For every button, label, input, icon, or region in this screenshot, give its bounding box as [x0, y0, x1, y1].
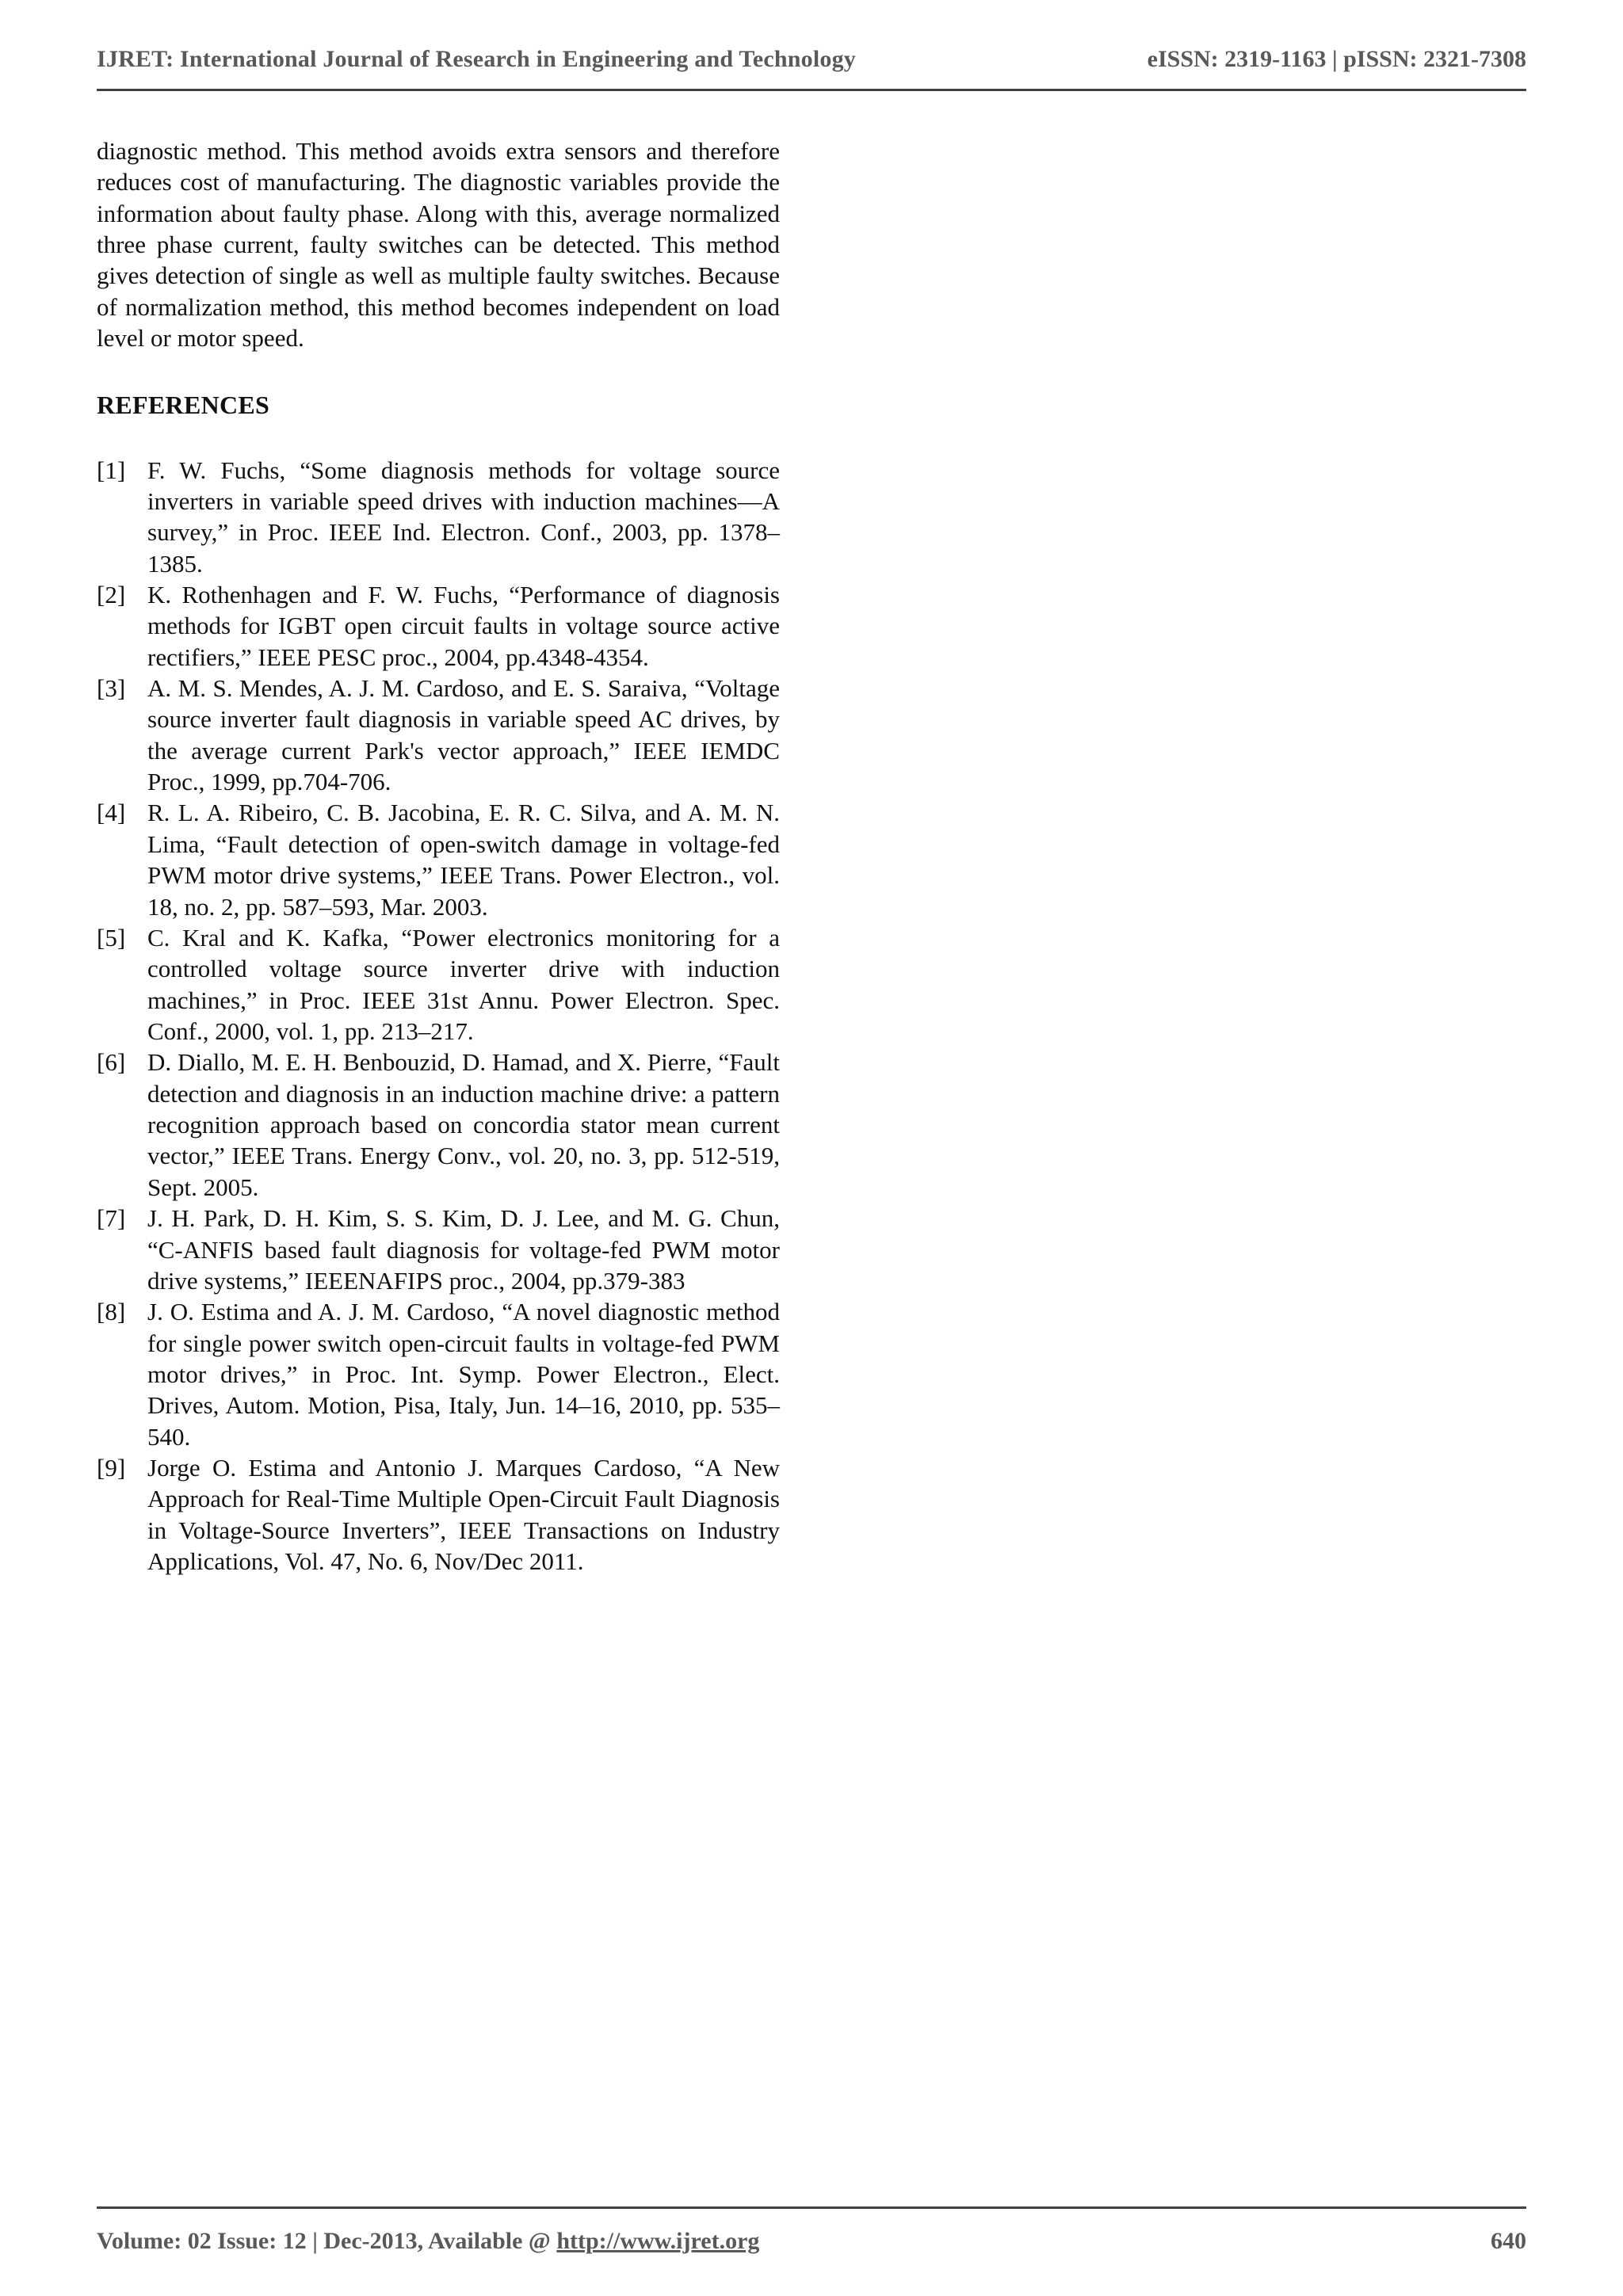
reference-item [97, 922, 780, 1047]
reference-number: [2] [97, 580, 126, 608]
reference-item [97, 579, 780, 673]
footer-volume-text: Volume: 02 Issue: 12 | Dec-2013, Available @ [97, 2228, 557, 2254]
reference-text: A. M. S. Mendes, A. J. M. Cardoso, and E. S. Saraiva, “Voltage source inverter fault diagnosis in variable speed AC drives, by the average current Park's vector approach,” IEEE IEMDC Proc., 1999, pp.704-706. [147, 674, 780, 796]
page-footer [97, 2206, 1526, 2255]
reference-number: [1] [97, 456, 126, 484]
reference-text: R. L. A. Ribeiro, C. B. Jacobina, E. R. C. Silva, and A. M. N. Lima, “Fault detection of open-switch damage in voltage-fed PWM motor drive systems,” IEEE Trans. Power Electron., vol. 18, no. 2, pp. 587–593, Mar. 2003. [147, 799, 780, 921]
reference-number: [7] [97, 1204, 126, 1233]
reference-item [97, 1047, 780, 1203]
reference-item [97, 1203, 780, 1296]
reference-text: F. W. Fuchs, “Some diagnosis methods for voltage source inverters in variable speed drives with induction machines—A survey,” in Proc. IEEE Ind. Electron. Conf., 2003, pp. 1378–1385. [147, 456, 780, 578]
reference-number: [6] [97, 1048, 126, 1077]
issn-numbers: eISSN: 2319-1163 | pISSN: 2321-7308 [1147, 46, 1526, 72]
references-heading: REFERENCES [97, 390, 270, 419]
left-column [97, 135, 780, 1577]
reference-item [97, 1452, 780, 1577]
reference-number: [9] [97, 1454, 126, 1482]
intro-paragraph: diagnostic method. This method avoids extra sensors and therefore reduces cost of manufacturing. The diagnostic variables provide the information about faulty phase. Along with this, average normalized three phase current, faulty switches can be detected. This method gives detection of single as well as multiple faulty switches. Because of normalization method, this method becomes independent on load level or motor speed. [97, 137, 780, 353]
reference-text: Jorge O. Estima and Antonio J. Marques Cardoso, “A New Approach for Real-Time Multiple Open-Circuit Fault Diagnosis in Voltage-Source Inverters”, IEEE Transactions on Industry Applications, Vol. 47, No. 6, Nov/Dec 2011. [147, 1454, 780, 1576]
journal-title: IJRET: International Journal of Research in Engineering and Technology [97, 46, 857, 72]
reference-text: K. Rothenhagen and F. W. Fuchs, “Performance of diagnosis methods for IGBT open circuit faults in voltage source active rectifiers,” IEEE PESC proc., 2004, pp.4348-4354. [147, 580, 780, 671]
reference-text: D. Diallo, M. E. H. Benbouzid, D. Hamad, and X. Pierre, “Fault detection and diagnosis in an induction machine drive: a pattern recognition approach based on concordia stator mean current vector,” IEEE Trans. Energy Conv., vol. 20, no. 3, pp. 512-519, Sept. 2005. [147, 1048, 780, 1201]
reference-text: C. Kral and K. Kafka, “Power electronics monitoring for a controlled voltage source inverter drive with induction machines,” in Proc. IEEE 31st Annu. Power Electron. Spec. Conf., 2000, vol. 1, pp. 213–217. [147, 923, 780, 1045]
reference-text: J. O. Estima and A. J. M. Cardoso, “A novel diagnostic method for single power switch open-circuit faults in voltage-fed PWM motor drives,” in Proc. Int. Symp. Power Electron., Elect. Drives, Autom. Motion, Pisa, Italy, Jun. 14–16, 2010, pp. 535–540. [147, 1298, 780, 1451]
reference-number: [5] [97, 923, 126, 952]
references-list [97, 455, 780, 1577]
reference-text: J. H. Park, D. H. Kim, S. S. Kim, D. J. Lee, and M. G. Chun, “C-ANFIS based fault diagnosis for voltage-fed PWM motor drive systems,” IEEENAFIPS proc., 2004, pp.379-383 [147, 1204, 780, 1295]
reference-item [97, 673, 780, 797]
reference-number: [8] [97, 1298, 126, 1326]
page-header [97, 46, 1526, 91]
reference-item [97, 1296, 780, 1452]
footer-journal-link[interactable]: http://www.ijret.org [556, 2228, 760, 2254]
footer-volume-info [97, 2228, 759, 2255]
reference-number: [3] [97, 674, 126, 703]
reference-number: [4] [97, 799, 126, 827]
reference-item [97, 797, 780, 921]
footer-page-number: 640 [1491, 2228, 1526, 2254]
reference-item [97, 455, 780, 579]
